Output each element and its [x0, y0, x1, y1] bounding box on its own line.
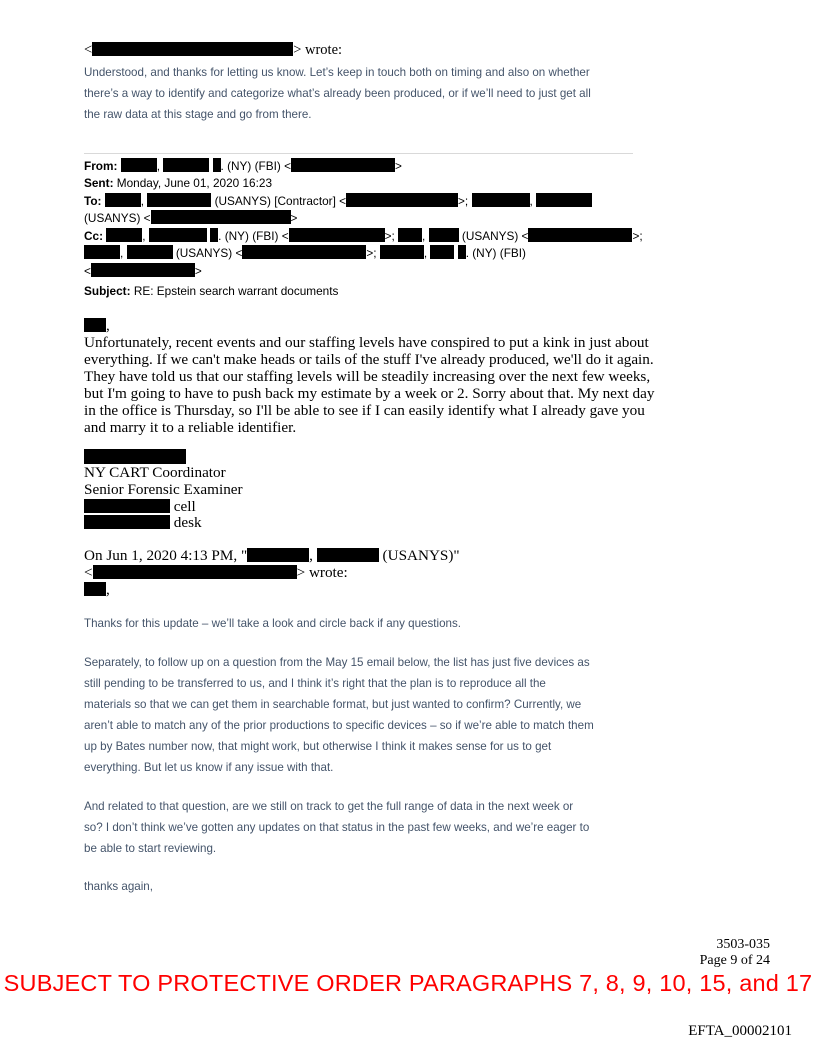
redaction	[127, 245, 173, 259]
redaction	[84, 515, 170, 529]
redaction	[213, 158, 221, 172]
quoted-line-3: the raw data at this stage and go from there.	[84, 108, 312, 121]
fbi-line-6: and marry it to a reliable identifier.	[84, 419, 297, 436]
on-email-line: < > wrote:	[84, 564, 348, 581]
header-cc-cont2: < >	[84, 264, 202, 278]
usanys-p2-line-6: everything. But let us know if any issue with that.	[84, 761, 334, 774]
redaction	[536, 193, 592, 207]
redaction	[84, 499, 170, 513]
redaction	[291, 158, 395, 172]
redaction	[151, 210, 291, 224]
page-of: Page 9 of 24	[699, 953, 770, 968]
usanys-p1: Thanks for this update – we’ll take a look and circle back if any questions.	[84, 617, 462, 630]
fbi-line-1: Unfortunately, recent events and our staffing levels have conspired to put a kink in just about	[84, 334, 649, 351]
header-cc-cont: , (USANYS) < >; , . (NY) (FBI)	[84, 245, 526, 262]
redaction	[210, 228, 218, 242]
usanys-p3-line-2: so? I don’t think we’ve gotten any updates on that status in the past few weeks, and we’re eager to	[84, 821, 590, 834]
redaction	[147, 193, 211, 207]
redaction	[93, 565, 297, 579]
bates-number: EFTA_00002101	[688, 1023, 792, 1039]
signature-cell: cell	[84, 499, 196, 516]
header-sent: Sent: Monday, June 01, 2020 16:23	[84, 176, 273, 190]
redaction	[91, 263, 195, 277]
redaction	[84, 245, 120, 259]
usanys-p3-line-1: And related to that question, are we still on track to get the full range of data in the next week or	[84, 800, 574, 813]
greeting-redacted: ,	[84, 318, 110, 335]
redaction	[289, 228, 385, 242]
header-to: To: , (USANYS) [Contractor] < >; ,	[84, 193, 592, 210]
usanys-p2-line-5: up by Bates number now, that might work, but otherwise I think it makes sense for us to get	[84, 740, 552, 753]
signature-desk: desk	[84, 515, 202, 532]
usanys-p2-line-2: still pending to be transferred to us, and I think it’s right that the plan is to reproduce all the	[84, 677, 546, 690]
redaction	[247, 548, 309, 562]
header-subject: Subject: RE: Epstein search warrant documents	[84, 284, 339, 298]
redaction	[92, 42, 293, 56]
fbi-line-2: everything. If we can't make heads or tails of the stuff I've already produced, we'll do it again.	[84, 351, 654, 368]
redaction	[472, 193, 530, 207]
redaction	[458, 245, 466, 259]
redaction	[317, 548, 379, 562]
header-to-cont: (USANYS) < >	[84, 211, 298, 225]
fbi-line-4: but I'm going to have to push back my estimate by a week or 2. Sorry about that. My next day	[84, 385, 655, 402]
redaction	[84, 318, 106, 332]
usanys-p3-line-3: be able to start reviewing.	[84, 842, 217, 855]
redaction	[380, 245, 424, 259]
fbi-line-5: in the office is Thursday, so I'll be able to see if I can easily identify what I already gave you	[84, 402, 645, 419]
on-date-line: On Jun 1, 2020 4:13 PM, " , (USANYS)"	[84, 547, 460, 564]
redaction	[346, 193, 458, 207]
redaction	[163, 158, 209, 172]
redaction	[105, 193, 141, 207]
quoted-line-2: there’s a way to identify and categorize what’s already been produced, or if we’ll need to just get all	[84, 87, 591, 100]
signature-title-1: NY CART Coordinator	[84, 464, 226, 481]
redaction	[121, 158, 157, 172]
header-from: From: , . (NY) (FBI) < >	[84, 159, 402, 173]
separator-rule	[84, 153, 633, 154]
redaction	[84, 582, 106, 596]
usanys-closing: thanks again,	[84, 880, 153, 893]
redaction	[106, 228, 142, 242]
redaction	[84, 449, 186, 464]
redaction	[528, 228, 632, 242]
protective-order-banner: SUBJECT TO PROTECTIVE ORDER PARAGRAPHS 7, 8, 9, 10, 15, and 17	[3, 970, 813, 996]
quoted-line-1: Understood, and thanks for letting us know. Let’s keep in touch both on timing and also on whether	[84, 66, 590, 79]
header-cc: Cc: , . (NY) (FBI) < >; , (USANYS) < >;	[84, 229, 643, 243]
fbi-line-3: They have told us that our staffing levels will be steadily increasing over the next few weeks,	[84, 368, 651, 385]
redaction	[149, 228, 207, 242]
redaction	[430, 245, 454, 259]
redaction	[429, 228, 459, 242]
usanys-p2-line-4: aren’t able to match any of the prior productions to specific devices – so if we’re able to match them	[84, 719, 594, 732]
redaction	[242, 245, 366, 259]
signature-title-2: Senior Forensic Examiner	[84, 481, 243, 498]
usanys-p2-line-1: Separately, to follow up on a question from the May 15 email below, the list has just five devices as	[84, 656, 590, 669]
doc-ref: 3503-035	[716, 937, 770, 952]
greeting-redacted-2: ,	[84, 582, 110, 599]
quoted-wrote-line: < > wrote:	[84, 42, 343, 58]
redaction	[398, 228, 422, 242]
usanys-p2-line-3: materials so that we can get them in searchable format, but just wanted to confirm? Currently, we	[84, 698, 582, 711]
